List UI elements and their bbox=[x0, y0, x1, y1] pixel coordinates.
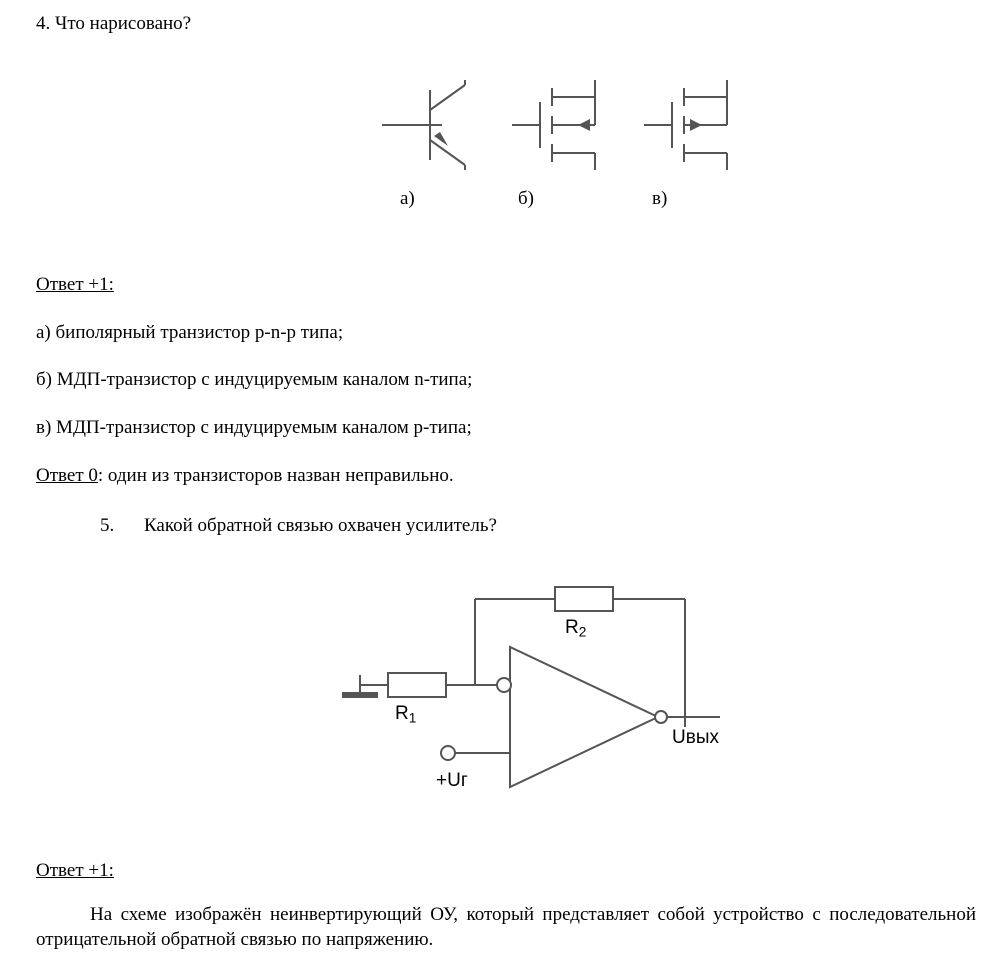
question-4-title: 4. Что нарисовано? bbox=[36, 13, 192, 34]
answer-5-paragraph: На схеме изображён неинвертирующий ОУ, который представляет собой устройство с последовательной отрицательной обратной связью по напряжению. bbox=[36, 903, 976, 951]
label-ugen: +Uг bbox=[436, 770, 468, 791]
question-5-answer-block bbox=[36, 858, 976, 953]
label-r1: $R_1$ bbox=[395, 703, 417, 726]
answer-plus-one-label: Ответ +1: bbox=[36, 274, 114, 295]
answer-item-a: а) биполярный транзистор p-n-p типа; bbox=[36, 321, 344, 343]
answer-item-b: б) МДП-транзистор с индуцируемым каналом n-типа; bbox=[36, 369, 473, 391]
figure-label-b: б) bbox=[518, 188, 534, 209]
question-4-answer-block bbox=[36, 272, 966, 510]
label-uout: Uвых bbox=[672, 727, 719, 748]
figure-opamp-circuit bbox=[320, 575, 750, 820]
answer-5-label: Ответ +1: bbox=[36, 860, 114, 881]
answer-zero-line bbox=[36, 463, 966, 489]
question-5-number: 5. bbox=[100, 515, 115, 536]
answer-zero-text: : один из транзисторов назван неправильно. bbox=[97, 464, 454, 486]
figure-label-a: а) bbox=[400, 188, 415, 209]
figure-label-v: в) bbox=[652, 188, 668, 209]
figure-transistors-labels bbox=[370, 188, 730, 216]
label-r2: $R_2$ bbox=[565, 617, 587, 640]
question-5-text: Какой обратной связью охвачен усилитель? bbox=[144, 515, 497, 536]
answer-item-v: в) МДП-транзистор с индуцируемым каналом p-типа; bbox=[36, 416, 472, 438]
question-5-title bbox=[100, 515, 497, 537]
answer-zero-label: Ответ 0 bbox=[36, 464, 98, 486]
